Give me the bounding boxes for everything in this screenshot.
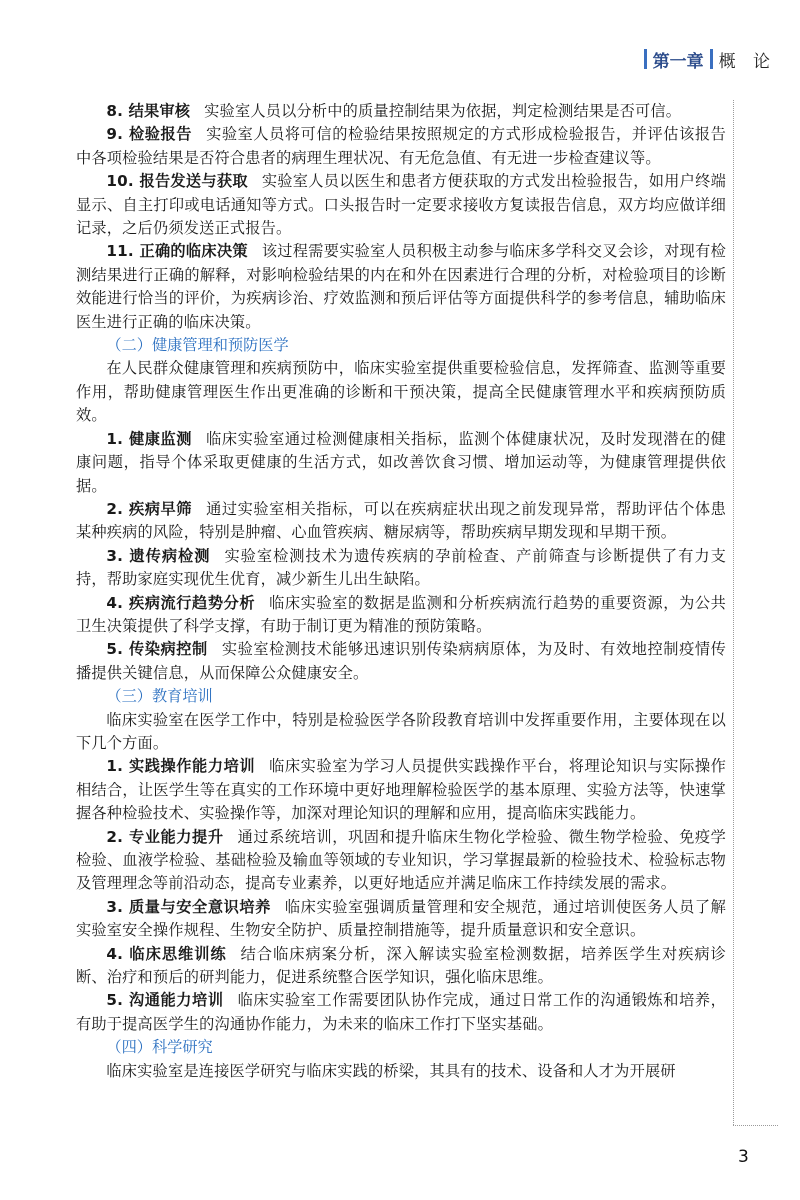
paragraph xyxy=(76,357,726,427)
item-lead: 2. 专业能力提升 xyxy=(106,827,224,846)
paragraph-text: 实验室检测技术能够迅速识别传染病病原体，为及时、有效地控制疫情传播提供关键信息，从而保障公众健康安全。 xyxy=(76,640,726,682)
item-lead: 8. 结果审核 xyxy=(106,102,191,120)
paragraph-text: 临床实验室是连接医学研究与临床实践的桥梁，其具有的技术、设备和人才为开展研 xyxy=(106,1061,676,1080)
paragraph-text: 通过实验室相关指标，可以在疾病症状出现之前发现异常，帮助评估个体患某种疾病的风险，特别是肿瘤、心血管疾病、糖尿病等，帮助疾病早期发现和早期干预。 xyxy=(76,499,726,542)
paragraph xyxy=(76,170,726,240)
chapter-title: 概 论 xyxy=(718,51,776,72)
paragraph xyxy=(76,989,726,1036)
chapter-label: 第一章 xyxy=(652,51,704,72)
item-lead: 3. 遗传病检测 xyxy=(106,546,211,565)
header-bar-left xyxy=(644,49,647,69)
paragraph xyxy=(76,123,726,170)
paragraph xyxy=(76,545,726,592)
paragraph-text: 临床实验室通过检测健康相关指标，监测个体健康状况，及时发现潜在的健康问题，指导个体采取更健康的生活方式，如改善饮食习惯、增加运动等，为健康管理提供依据。 xyxy=(76,429,726,495)
paragraph-text: 结合临床病案分析，深入解读实验室检测数据，培养医学生对疾病诊断、治疗和预后的研判能力，促进系统整合医学知识，强化临床思维。 xyxy=(76,944,726,987)
paragraph xyxy=(76,498,726,545)
section-heading: （四）科学研究 xyxy=(106,1038,213,1057)
item-lead: 10. 报告发送与获取 xyxy=(106,172,248,191)
paragraph-text: 实验室人员将可信的检验结果按照规定的方式形成检验报告，并评估该报告中各项检验结果是否符合患者的病理生理状况、有无危急值、有无进一步检查建议等。 xyxy=(76,125,726,167)
item-lead: 11. 正确的临床决策 xyxy=(106,242,248,261)
margin-dotted-line-bottom xyxy=(733,1125,778,1126)
item-lead: 4. 临床思维训练 xyxy=(106,944,227,963)
paragraph xyxy=(76,638,726,685)
paragraph-text: 在人民群众健康管理和疾病预防中，临床实验室提供重要检验信息，发挥筛查、监测等重要作用，帮助健康管理医生作出更准确的诊断和干预决策，提高全民健康管理水平和疾病预防质效。 xyxy=(76,359,726,425)
item-lead: 9. 检验报告 xyxy=(106,125,193,144)
header-bar-right xyxy=(710,49,713,69)
paragraph xyxy=(76,896,726,943)
item-lead: 2. 疾病早筛 xyxy=(106,499,193,518)
paragraph-text: 临床实验室强调质量管理和安全规范，通过培训使医务人员了解实验室安全操作规程、生物安全防护、质量控制措施等，提升质量意识和安全意识。 xyxy=(76,897,726,940)
paragraph-text: 该过程需要实验室人员积极主动参与临床多学科交叉会诊，对现有检测结果进行正确的解释，对影响检验结果的内在和外在因素进行合理的分析，对检验项目的诊断效能进行恰当的评价，为疾病诊治、疗效监测和预后评估等方面提供科学的参考信息，辅助临床医生进行正确的临床决策。 xyxy=(76,242,726,331)
page-number: 3 xyxy=(738,1147,749,1167)
paragraph xyxy=(76,709,726,756)
paragraph xyxy=(76,592,726,639)
paragraph xyxy=(76,428,726,498)
item-lead: 5. 沟通能力培训 xyxy=(106,991,224,1010)
paragraph-text: 实验室人员以医生和患者方便获取的方式发出检验报告，如用户终端显示、自主打印或电话通知等方式。口头报告时一定要求接收方复读报告信息，双方均应做详细记录，之后仍须发送正式报告。 xyxy=(76,172,726,238)
margin-dotted-line xyxy=(733,100,734,1125)
paragraph-text: 实验室检测技术为遗传疾病的孕前检查、产前筛查与诊断提供了有力支持，帮助家庭实现优生优育，减少新生儿出生缺陷。 xyxy=(76,546,726,589)
item-lead: 4. 疾病流行趋势分析 xyxy=(106,593,256,612)
paragraph-text: 临床实验室工作需要团队协作完成，通过日常工作的沟通锻炼和培养，有助于提高医学生的沟通协作能力，为未来的临床工作打下坚实基础。 xyxy=(76,991,726,1033)
paragraph-text: 通过系统培训，巩固和提升临床生物化学检验、微生物学检验、免疫学检验、血液学检验、基础检验及输血等领域的专业知识，学习掌握最新的检验技术、检验标志物及管理理念等前沿动态，提高专业素养，以更好地适应并满足临床工作持续发展的需求。 xyxy=(76,827,726,893)
paragraph xyxy=(76,100,726,123)
section-heading: （二）健康管理和预防医学 xyxy=(106,336,289,355)
item-lead: 3. 质量与安全意识培养 xyxy=(106,897,271,916)
page-body xyxy=(76,100,726,1083)
paragraph-text: 实验室人员以分析中的质量控制结果为依据，判定检测结果是否可信。 xyxy=(204,102,682,120)
paragraph xyxy=(76,826,726,896)
paragraph xyxy=(76,755,726,825)
paragraph xyxy=(76,1060,726,1083)
item-lead: 5. 传染病控制 xyxy=(106,640,208,659)
paragraph-text: 临床实验室在医学工作中，特别是检验医学各阶段教育培训中发挥重要作用，主要体现在以下几个方面。 xyxy=(76,710,726,752)
section-heading: （三）教育培训 xyxy=(106,687,213,706)
paragraph-text: 临床实验室的数据是监测和分析疾病流行趋势的重要资源，为公共卫生决策提供了科学支撑，有助于制订更为精准的预防策略。 xyxy=(76,593,726,635)
paragraph xyxy=(76,240,726,334)
item-lead: 1. 实践操作能力培训 xyxy=(106,757,256,776)
paragraph-text: 临床实验室为学习人员提供实践操作平台，将理论知识与实际操作相结合，让医学生等在真实的工作环境中更好地理解检验医学的基本原理、实验方法等，快速掌握各种检验技术、实验操作等，加深对理论知识的理解和应用，提高临床实践能力。 xyxy=(76,757,726,823)
running-header xyxy=(638,44,776,74)
paragraph xyxy=(76,943,726,990)
item-lead: 1. 健康监测 xyxy=(106,429,193,448)
